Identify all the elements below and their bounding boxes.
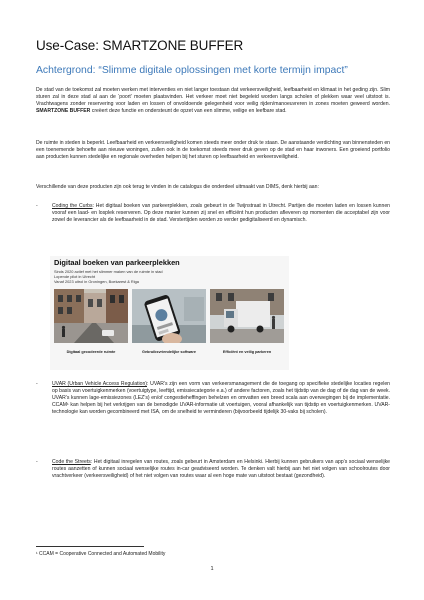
list-item: - Code the Streets: Het digitaal inregelen van routes, zoals gebeurt in Amsterdam en Helsinki. Hierbij kunnen gebruikers van app’s sociaal wenselijke routes aanzetten of kunnen sociaal wenselijke routes in-car geadviseerd worden. Te denken valt hierbij aan het niet volgen van schoolroutes door vrachtverkeer (verkeersveiligheid) of het niet volgen van routes waar al een hoge mate van uitstoot bestaat (gezondheid). — [36, 459, 390, 479]
intro-text-end: creëert deze functie en ondersteunt de opzet van een slimme, veilige en leefbare stad. — [91, 108, 287, 114]
paragraph-intro — [36, 87, 390, 115]
street-photo — [54, 289, 128, 343]
brand-name: SMARTZONE BUFFER — [36, 108, 91, 114]
item-name-uvar: UVAR (Urban Vehicle Access Regulation) — [52, 381, 147, 387]
item-text: : Het digitaal boeken van parkeerplekken, zoals gebeurt in de Twijnstraat in Utrecht. Partijen die moeten laden en lossen kunnen vooraf een laad- en losplek reserveren. Op deze manier kunnen zij snel en efficiënt hun producten afleveren op momenten die acceptabel zijn voor zowel de leverancier als de leefbaarheid in de stad. Verstertijden worden zo verder gedigitaliseerd en dynamisch. — [52, 203, 390, 223]
paragraph-products — [36, 184, 390, 191]
page-number: 1 — [210, 566, 214, 572]
truck-photo — [210, 289, 284, 343]
intro-text: De stad van de toekomst zal moeten werken met interventies en niet langer toestaan dat verkeersveiligheid, leefbaarheid en klimaat in het geding zijn. Slim sturen zal in deze stad al aan de ‘poort’ moeten plaatsvinden. Het verkeer moet niet begeleid worden langs scholen of plekken waar veel uitstoot is. Vrachtwagens zonder reservering voor laden en lossen of onvoldoende gelegenheid voor veilig rijden/manoeuvreren in zones moeten geweerd worden. — [36, 87, 390, 107]
item-name-code-streets: Code the Streets — [52, 459, 91, 465]
footnote: ¹ CCAM = Cooperative Connected and Automated Mobility — [36, 551, 166, 557]
products-text: Verschillende van deze producten zijn ook terug te vinden in de catalogus die onderdeel uitmaakt van DIMS, denk hierbij aan: — [36, 184, 319, 190]
caption-parking: Efficiënt en veilig parkeren — [222, 350, 272, 354]
caption-software: Gebruiksvriendelijke software — [141, 350, 197, 354]
item-text: : UVAR’s zijn een vorm van verkeersmanagement die de toegang op specifieke stedelijke locaties regelen op basis van voertuigkenmerken (voertuigtype, leeftijd, emissiecategorie e.a.) of andere factoren, zoals het tijdstip van de dag of de dag van de week. UVAR’s kunnen lage-emissiezones (LEZ’s) en/of congestieheffingen behelzen en omvatten een breed scala aan overwegingen bij de implementatie. CCAM¹ kan helpen bij het verkrijgen van de benodigde UVAR-informatie uit voertuigen, vooral afhankelijk van tijdstip en voertuigkenmerken. UVAR-technologie kan worden gecombineerd met ISA, om de snelheid te verminderen (bijvoorbeeld tijdelijk 30-vaks bij scholen). — [52, 381, 391, 415]
figure-line: Lopende pilot in Utrecht — [54, 274, 96, 279]
section-subtitle: Achtergrond: “Slimme digitale oplossingen met korte termijn impact” — [36, 65, 348, 76]
page-title: Use-Case: SMARTZONE BUFFER — [36, 38, 244, 53]
list-item: - Coding the Curbs: Het digitaal boeken van parkeerplekken, zoals gebeurt in de Twijnstraat in Utrecht. Partijen die moeten laden en lossen kunnen vooraf een laad- en losplek reserveren. Op deze manier kunnen zij snel en efficiënt hun producten afleveren op momenten die acceptabel zijn voor zowel de leverancier als de leefbaarheid in de stad. Verstertijden worden zo verder gedigitaliseerd en dynamisch. — [36, 203, 390, 223]
figure-line: Vanaf 2023 uitrol in Groningen, Boekarest & Riga — [54, 279, 139, 284]
figure-title: Digitaal boeken van parkeerplekken — [54, 258, 180, 267]
app-photo — [132, 289, 206, 343]
item-name-coding-curbs: Coding the Curbs — [52, 203, 93, 209]
caption-coded-space: Digitaal gecodeerde ruimte — [66, 350, 116, 354]
item-text: : Het digitaal inregelen van routes, zoals gebeurt in Amsterdam en Helsinki. Hierbij kunnen gebruikers van app’s sociaal wenselijke routes aanzetten of kunnen sociaal wenselijke routes in-car geadviseerd worden. Te denken valt hierbij aan het niet volgen van schoolroutes door vrachtverkeer (verkeersveiligheid) of het niet volgen van routes waar al een hoge mate van uitstoot bestaat (gezondheid). — [52, 459, 390, 479]
list-item: - UVAR (Urban Vehicle Access Regulation): UVAR’s zijn een vorm van verkeersmanagement die de toegang op specifieke stedelijke locaties regelen op basis van voertuigkenmerken (voertuigtype, leeftijd, emissiecategorie e.a.) of andere factoren, zoals het tijdstip van de dag of de dag van de week. UVAR’s kunnen lage-emissiezones (LEZ’s) en/of congestieheffingen behelzen en omvatten een breed scala aan overwegingen bij de implementatie. CCAM¹ kan helpen bij het verkrijgen van de benodigde UVAR-informatie uit voertuigen, vooral afhankelijk van tijdstip en voertuigkenmerken. UVAR-technologie kan worden gecombineerd met ISA, om de snelheid te verminderen (bijvoorbeeld tijdelijk 30-vaks bij scholen). — [36, 381, 391, 415]
figure-line: Sinds 2020 actief met het slimmer maken van de ruimte in stad — [54, 269, 163, 274]
figure-parking — [50, 256, 289, 370]
paragraph-space — [36, 140, 390, 161]
footnote-rule — [36, 546, 144, 547]
space-text: De ruimte in steden is beperkt. Leefbaarheid en verkeersveiligheid komen steeds meer onder druk te staan. De aanstaande verdichting van binnensteden en een toenemende behoefte aan nieuwe woningen, zullen ook in de toekomst steeds meer druk geven op de stad en haar inwoners. Een groeiend portfolio aan producten kunnen stedelijke en regionale overheden helpen bij het sturen op leefbaarheid en verkeersveiligheid. — [36, 140, 390, 160]
